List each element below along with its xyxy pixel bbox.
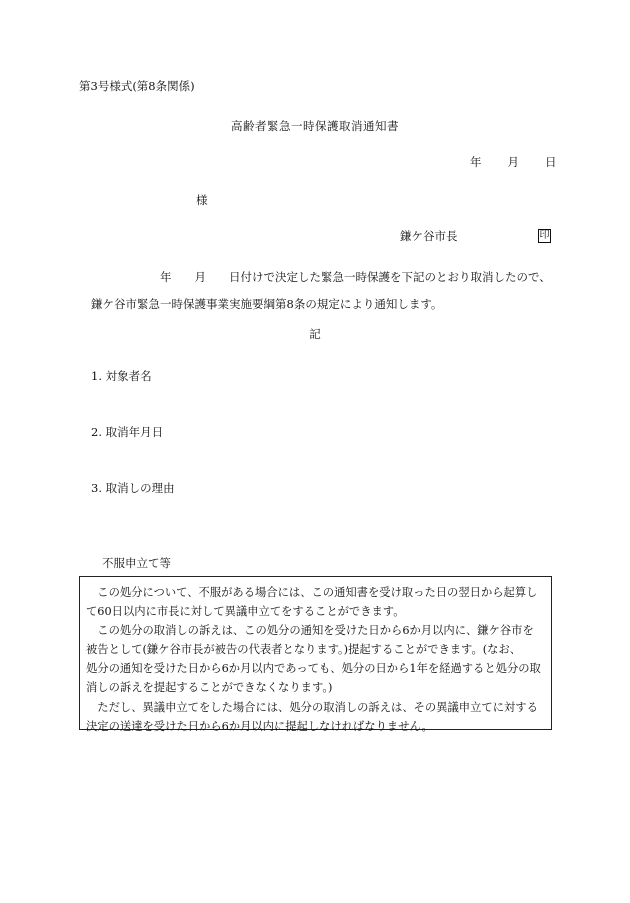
- body-text-line-2: 鎌ケ谷市緊急一時保護事業実施要綱第8条の規定により通知します。: [91, 297, 443, 311]
- appeal-line: ただし、異議申立てをした場合には、処分の取消しの訴えは、その異議申立てに対する: [86, 700, 538, 714]
- form-number: 第3号様式(第8条関係): [79, 79, 195, 93]
- appeal-line: 被告として(鎌ケ谷市長が被告の代表者となります。)提起することができます。(なお、: [86, 643, 522, 657]
- appeal-line: て60日以内に市長に対して異議申立てをすることができます。: [86, 605, 405, 619]
- item-cancel-reason: 3. 取消しの理由: [91, 481, 175, 495]
- appeal-line: この処分の取消しの訴えは、この処分の通知を受けた日から6か月以内に、鎌ケ谷市を: [86, 624, 534, 638]
- date-day-label: 日: [545, 155, 557, 169]
- appeal-line: 消しの訴えを提起することができなくなります。): [86, 681, 333, 695]
- ki-heading: 記: [309, 327, 321, 341]
- seal-mark: 印: [539, 230, 550, 241]
- issuer-name: 鎌ケ谷市長: [400, 229, 458, 243]
- appeal-line: 決定の送達を受けた日から6か月以内に提起しなければなりません。: [86, 719, 433, 733]
- document-title: 高齢者緊急一時保護取消通知書: [231, 119, 399, 133]
- date-month-label: 月: [507, 155, 519, 169]
- appeal-heading: 不服申立て等: [102, 556, 171, 570]
- body-text-line-1: 年 月 日付けで決定した緊急一時保護を下記のとおり取消したので、: [160, 270, 551, 284]
- appeal-notice-box: [79, 576, 552, 733]
- date-line: [470, 157, 557, 169]
- date-year-label: 年: [470, 155, 482, 169]
- appeal-line: 処分の通知を受けた日から6か月以内であっても、処分の日から1年を経過すると処分の取: [86, 662, 541, 676]
- addressee-suffix: 様: [196, 193, 208, 207]
- item-target-person: 1. 対象者名: [91, 369, 152, 383]
- item-cancel-date: 2. 取消年月日: [91, 425, 164, 439]
- appeal-line: この処分について、不服がある場合には、この通知書を受け取った日の翌日から起算し: [86, 586, 538, 599]
